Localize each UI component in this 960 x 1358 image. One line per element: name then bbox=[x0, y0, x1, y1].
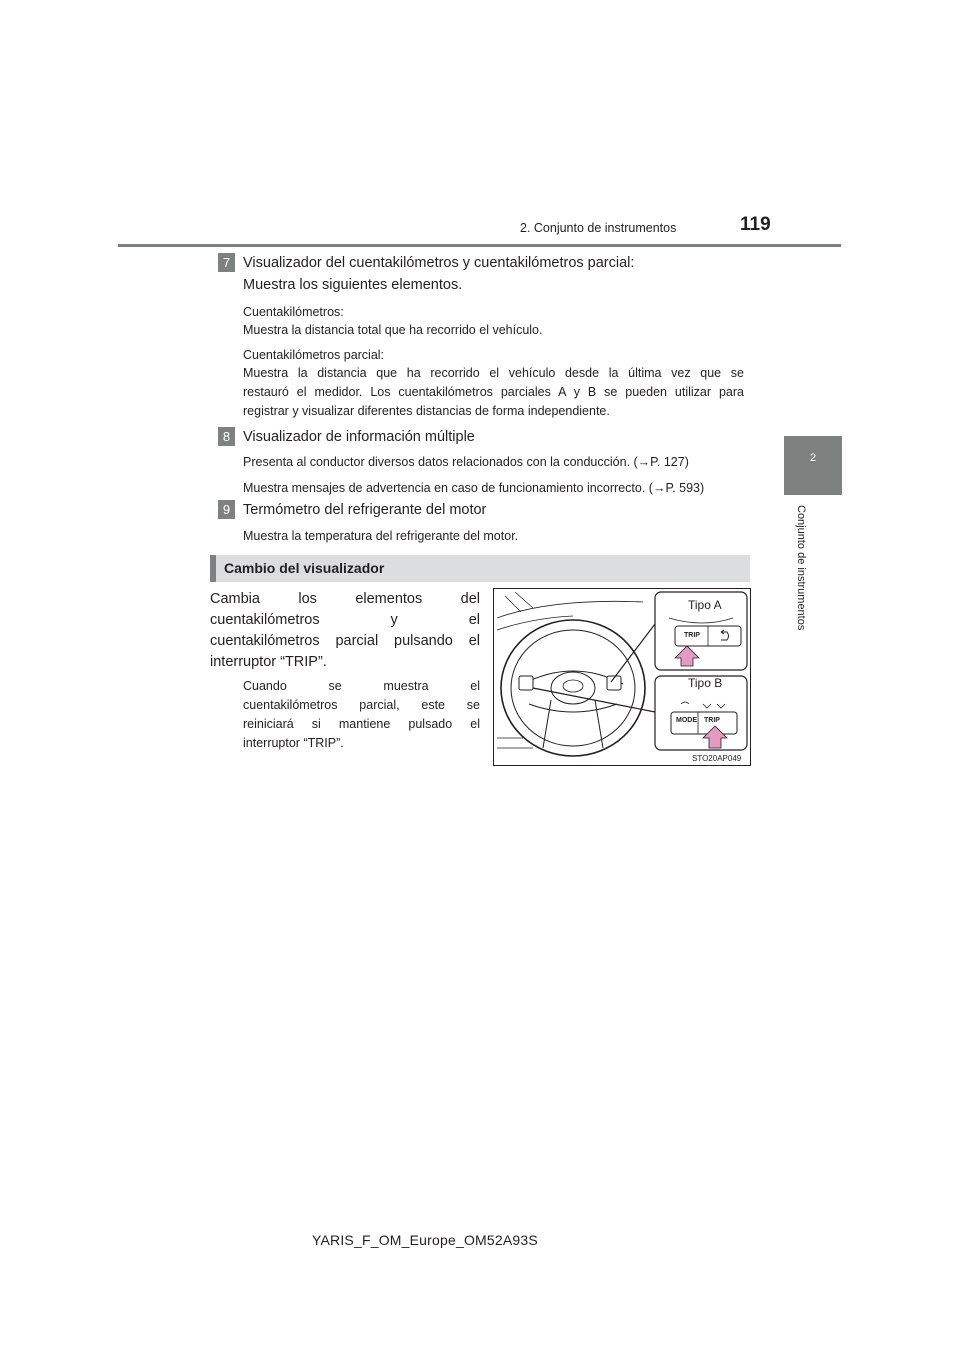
section-intro-line-3: cuentakilómetros parcial pulsando el bbox=[210, 633, 480, 649]
chapter-tab-number: 2 bbox=[809, 452, 817, 464]
section-note-line-4: interruptor “TRIP”. bbox=[243, 736, 344, 750]
multi-info-description-1: Presenta al conductor diversos datos relacionados con la conducción. (→P. 127) bbox=[243, 455, 689, 469]
item-heading-8: Visualizador de información múltiple bbox=[243, 429, 475, 445]
trip-button-label-type-a: TRIP bbox=[684, 632, 700, 639]
header-divider bbox=[118, 244, 841, 247]
item-marker-9: 9 bbox=[218, 500, 235, 519]
odometer-label: Cuentakilómetros: bbox=[243, 305, 344, 319]
chapter-side-title: Conjunto de instrumentos bbox=[795, 505, 807, 631]
tripmeter-label: Cuentakilómetros parcial: bbox=[243, 348, 385, 362]
section-note-line-2: cuentakilómetros parcial, este se bbox=[243, 698, 480, 712]
coolant-description: Muestra la temperatura del refrigerante del motor. bbox=[243, 529, 519, 543]
section-title: Cambio del visualizador bbox=[224, 560, 385, 576]
tripmeter-description-line-3: registrar y visualizar diferentes distancias de forma independiente. bbox=[243, 404, 610, 418]
tripmeter-description-line-2: restauró el medidor. Los cuentakilómetros parciales A y B se pueden utilizar para bbox=[243, 385, 744, 399]
item-heading-7-line-1: Visualizador del cuentakilómetros y cuentakilómetros parcial: bbox=[243, 255, 635, 271]
section-intro-line-2: cuentakilómetros y el bbox=[210, 612, 480, 628]
page-number: 119 bbox=[740, 214, 771, 235]
odometer-description: Muestra la distancia total que ha recorrido el vehículo. bbox=[243, 323, 543, 337]
item-heading-9: Termómetro del refrigerante del motor bbox=[243, 502, 487, 518]
item-marker-7: 7 bbox=[218, 253, 235, 272]
type-a-label: Tipo A bbox=[688, 598, 722, 612]
figure-code: STO20AP049 bbox=[692, 754, 742, 763]
mode-button-label: MODE bbox=[676, 717, 697, 724]
trip-button-label-type-b: TRIP bbox=[704, 717, 720, 724]
item-heading-7-line-2: Muestra los siguientes elementos. bbox=[243, 277, 463, 293]
section-note-line-1: Cuando se muestra el bbox=[243, 679, 480, 693]
section-intro-line-1: Cambia los elementos del bbox=[210, 591, 480, 607]
item-marker-8: 8 bbox=[218, 427, 235, 446]
section-note-line-3: reiniciará si mantiene pulsado el bbox=[243, 717, 480, 731]
type-b-label: Tipo B bbox=[688, 676, 723, 690]
footer-document-id: YARIS_F_OM_Europe_OM52A93S bbox=[312, 1232, 538, 1248]
chapter-tab bbox=[784, 436, 842, 495]
multi-info-description-2: Muestra mensajes de advertencia en caso de funcionamiento incorrecto. (→P. 593) bbox=[243, 481, 705, 495]
section-intro-line-4: interruptor “TRIP”. bbox=[210, 654, 327, 670]
header-section-title: 2. Conjunto de instrumentos bbox=[520, 221, 677, 235]
tripmeter-description-line-1: Muestra la distancia que ha recorrido el vehículo desde la última vez que se bbox=[243, 366, 744, 380]
